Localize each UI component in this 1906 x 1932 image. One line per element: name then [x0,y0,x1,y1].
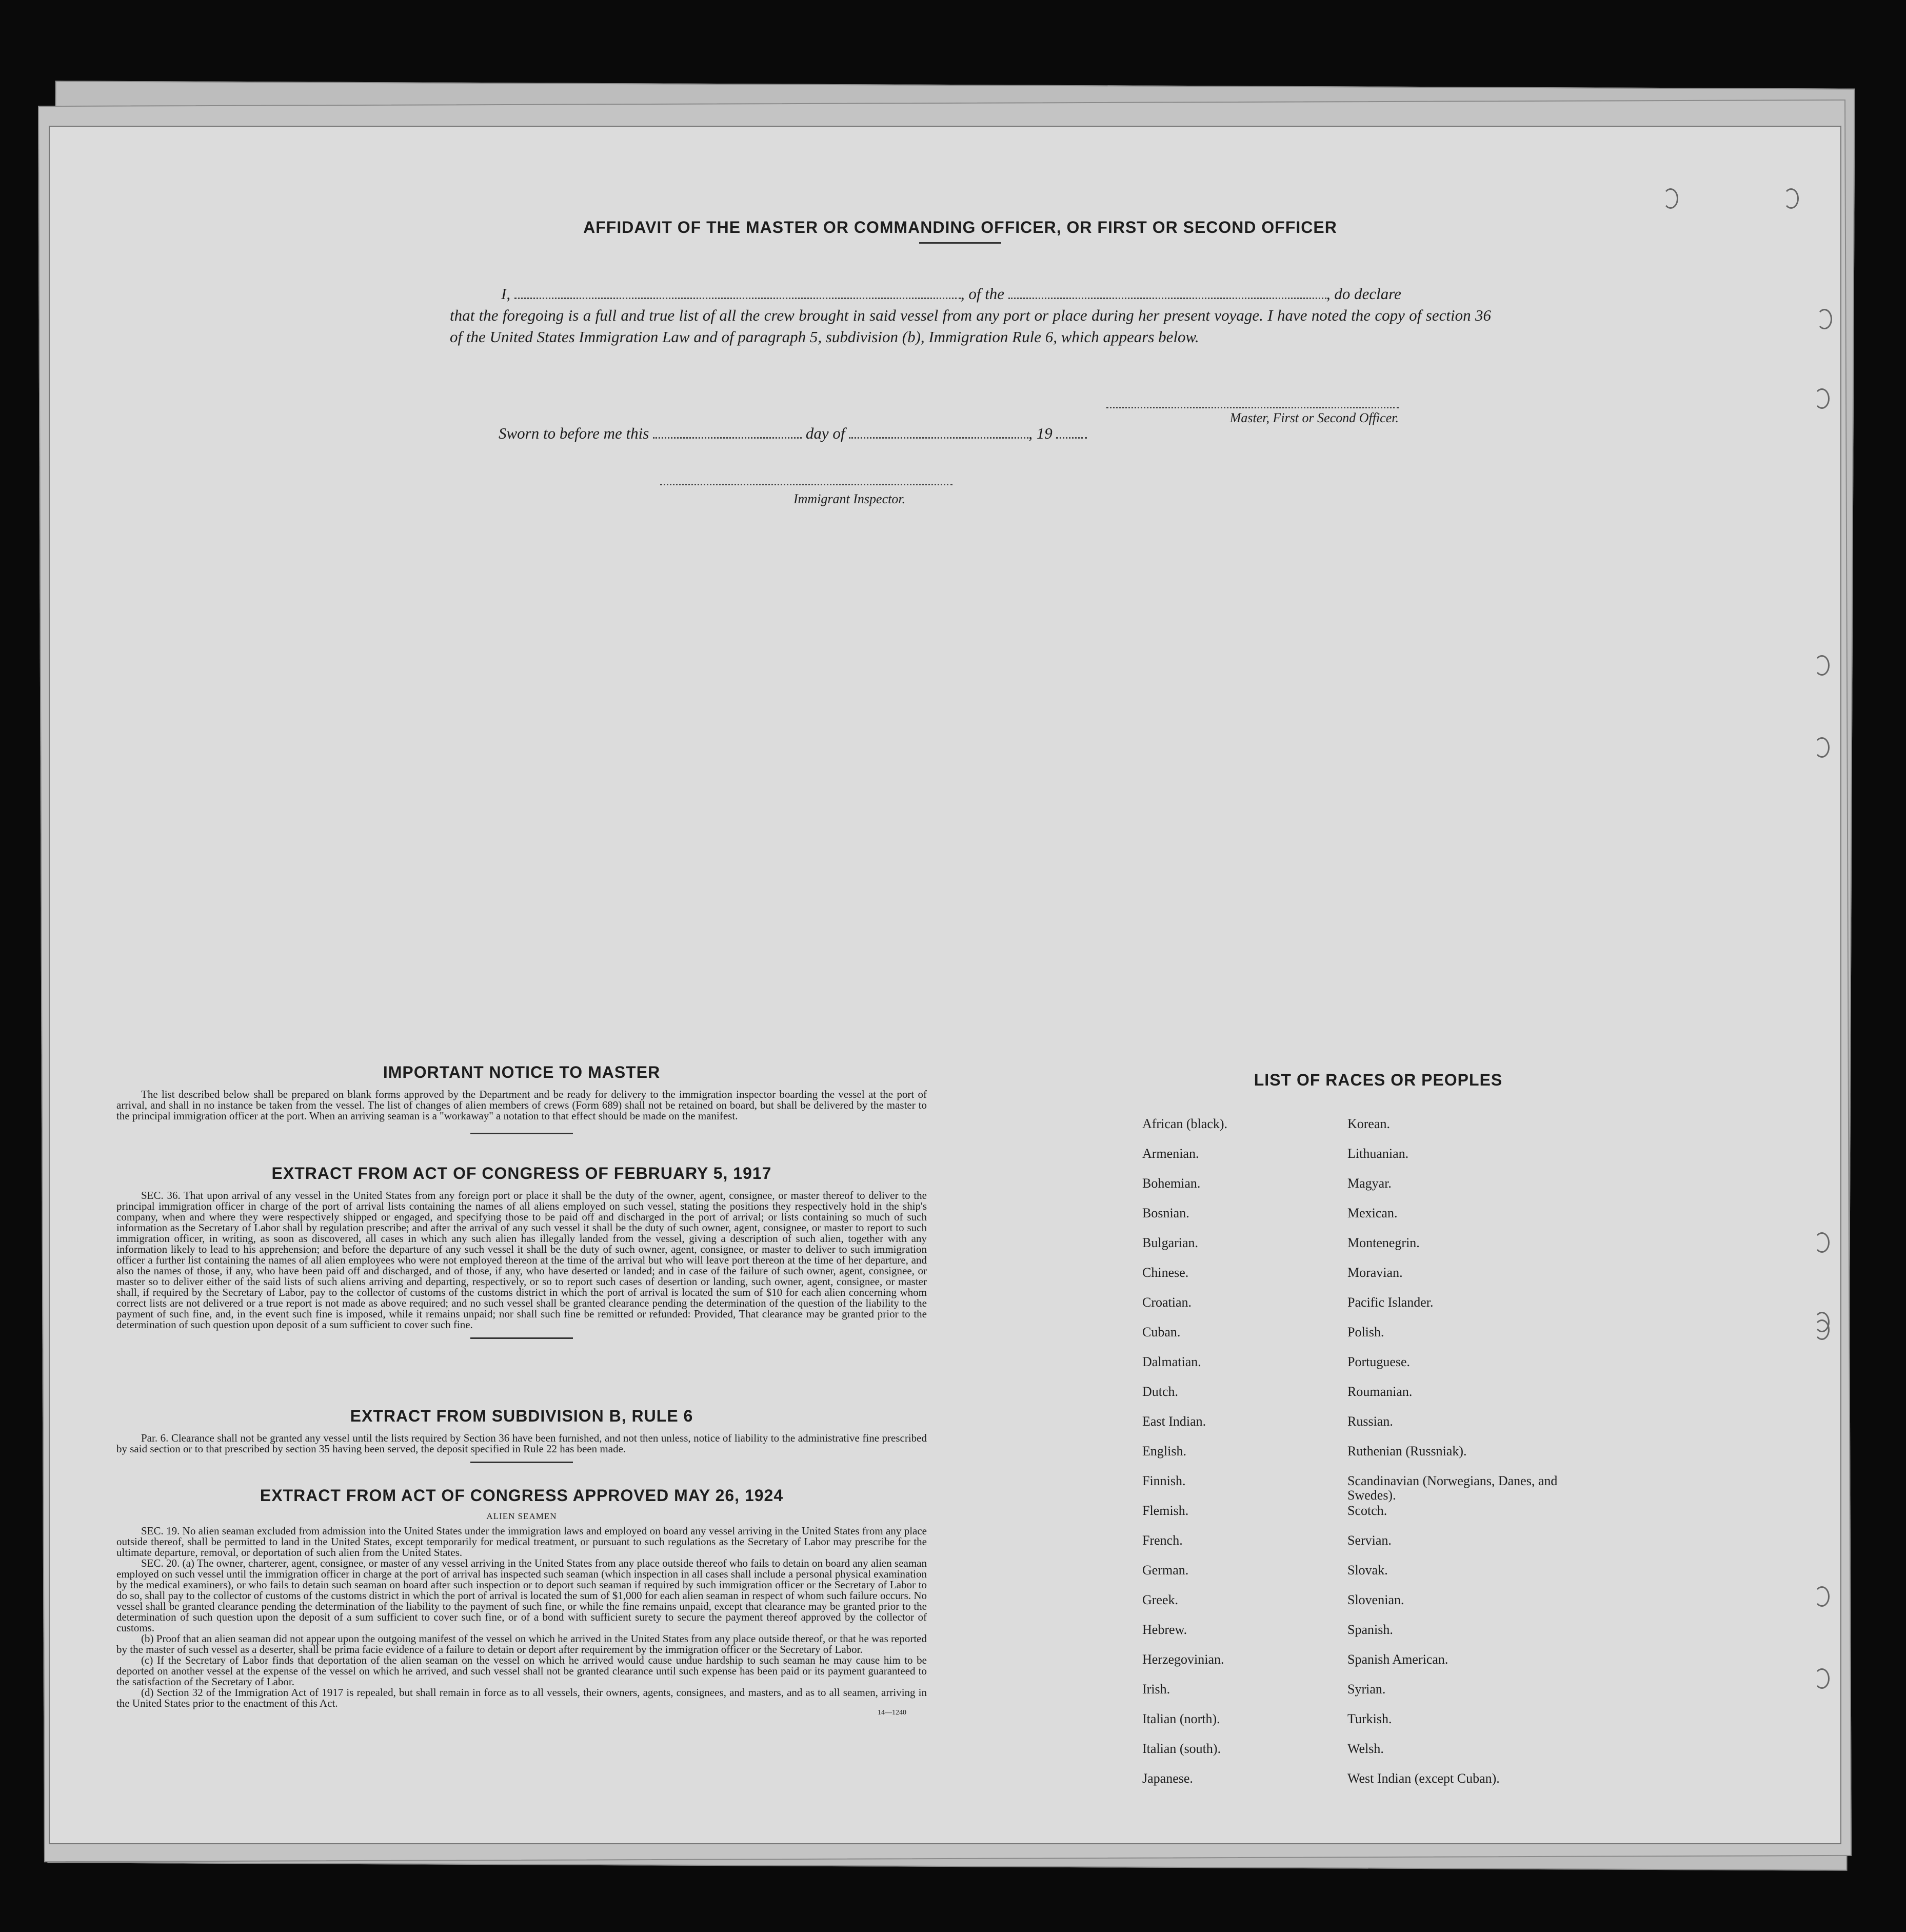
race-item: Greek. [1142,1592,1179,1607]
races-title: LIST OF RACES OR PEOPLES [1254,1071,1503,1089]
affidavit-title: AFFIDAVIT OF THE MASTER OR COMMANDING OFFICER, OR FIRST OR SECOND OFFICER [583,218,1337,236]
race-item: Mexican. [1347,1206,1398,1220]
extract-1924-section [116,1486,927,1717]
vessel-prefix: , of the [960,285,1005,303]
race-item: West Indian (except Cuban). [1347,1771,1500,1786]
race-item: Spanish. [1347,1622,1393,1637]
race-item: Irish. [1142,1682,1170,1697]
inspector-signature [660,481,952,507]
officer-signature [1106,404,1399,426]
race-item: Italian (north). [1142,1711,1220,1726]
declare-text: , do declare [1326,285,1401,303]
races-column-1 [1142,1117,1358,1801]
race-item: French. [1142,1533,1183,1548]
race-item: Herzegovinian. [1142,1652,1224,1667]
races-list [1142,1117,1655,1804]
race-item: Montenegrin. [1347,1235,1420,1250]
notice-section [116,1063,927,1134]
race-item: Bohemian. [1142,1176,1201,1191]
extract-1917-section [116,1164,927,1339]
punch-hole-icon [1814,1668,1830,1689]
declarant-prefix: I, [501,285,511,303]
rule6-text [116,1433,927,1454]
punch-hole-icon [1783,188,1799,209]
extract-1924-subtitle: ALIEN SEAMEN [486,1511,557,1521]
punch-hole-icon [1814,737,1830,758]
race-item: Pacific Islander. [1347,1295,1434,1310]
race-item: Syrian. [1347,1682,1386,1697]
officer-signature-field[interactable] [1106,404,1399,408]
race-item: Portuguese. [1347,1354,1411,1369]
punch-hole-icon [1814,388,1830,409]
extract-1924-text [116,1526,927,1709]
race-item: English. [1142,1444,1186,1458]
sec19-paragraph: SEC. 19. No alien seaman excluded from admission into the United States under the immigration laws and employed on board any vessel arriving in the United States from any place outside thereof, shall be permitted to land in the United States, except temporarily for medical treatment, or pursuant to such regulations as the Secretary of Labor may prescribe for the ultimate departure, removal, or deportation of such alien from the United States. [116,1525,927,1559]
race-item: Slovenian. [1347,1592,1404,1607]
sworn-year-field[interactable] [1056,427,1087,439]
race-item: Spanish American. [1347,1652,1448,1667]
race-item: East Indian. [1142,1414,1206,1429]
punch-hole-icon [1817,309,1832,329]
race-item: Lithuanian. [1347,1146,1409,1161]
extract-1924-title: EXTRACT FROM ACT OF CONGRESS APPROVED MAY 26, 1924 [260,1486,784,1505]
divider [470,1133,573,1134]
extract-1917-text [116,1190,927,1330]
sec20d-paragraph: (d) Section 32 of the Immigration Act of 1917 is repealed, but shall remain in force as to all vessels, their owners, agents, consignees, and masters, and as to all seamen, arriving in the United States prior to the enactment of this Act. [116,1686,927,1709]
rule6-paragraph: Par. 6. Clearance shall not be granted any vessel until the lists required by Section 36 have been furnished, and not then unless, notice of liability to the administrative fine prescribed by said section or to that prescribed by section 35 having been served, the deposit specified in Rule 22 has been made. [116,1432,927,1455]
race-item: Roumanian. [1347,1384,1413,1399]
officer-signature-caption: Master, First or Second Officer. [1229,410,1399,425]
divider [919,242,1001,244]
race-item: Hebrew. [1142,1622,1187,1637]
punch-hole-icon [1814,655,1830,676]
extract-1917-paragraph: SEC. 36. That upon arrival of any vessel in the United States from any foreign port or place it shall be the duty of the owner, agent, consignee, or master thereof to deliver to the principal immigration officer in charge of the port of arrival lists containing the names of all aliens employed on such vessel, stating the positions they respectively hold in the ship's company, when and where they were respectively shipped or engaged, and specifying those to be paid off and discharged in the port of arrival; or lists containing so much of such information as the Secretary of Labor shall by regulation prescribe; and after the arrival of any such vessel it shall be the duty of such owner, agent, consignee, or master to report to such immigration officer, in writing, as soon as discovered, all cases in which any such alien has illegally landed from the vessel, giving a description of such alien, together with any information likely to lead to his apprehension; and before the departure of any such vessel it shall be the duty of such owner, agent, consignee, or master to deliver to such immigration officer a further list containing the names of all alien employees who were not employed thereon at the time of the arrival but who will leave port thereon at the time of her departure, and also the names of those, if any, who have been paid off and discharged, and of those, if any, who have deserted or landed; and in case of the failure of such owner, agent, consignee, or master so to deliver either of the said lists of such aliens arriving and departing, respectively, or so to report such cases of desertion or landing, such owner, agent, consignee, or master shall, if required by the Secretary of Labor, pay to the collector of customs of the customs district in which the port of arrival is located the sum of $10 for each alien concerning whom correct lists are not delivered or a true report is not made as above required; and no such vessel shall be granted clearance pending the determination of the question of the liability to the payment of such fine, and, in the event such fine is imposed, while it remains unpaid; nor shall such fine be remitted or refunded: Provided, That clearance may be granted prior to the determination of such question upon deposit of a sum sufficient to cover such fine. [116,1189,927,1331]
race-item: Cuban. [1142,1325,1181,1339]
races-section [1122,1071,1635,1090]
race-item: Flemish. [1142,1503,1189,1518]
affidavit-body: that the foregoing is a full and true list of all the crew brought in said vessel from any port or place during her present voyage. I have noted the copy of section 36 of the United States Immigration Law and of paragraph 5, subdivision (b), Immigration Rule 6, which appears below. [450,306,1491,346]
race-item: German. [1142,1563,1189,1578]
affidavit-section [511,218,1409,244]
inspector-signature-field[interactable] [660,481,952,485]
race-item: Ruthenian (Russniak). [1347,1444,1467,1458]
rule6-title: EXTRACT FROM SUBDIVISION B, RULE 6 [350,1407,693,1425]
race-item: Bulgarian. [1142,1235,1199,1250]
punch-hole-icon [1814,1232,1830,1253]
declarant-name-field[interactable] [514,287,961,299]
punch-hole-icon [1814,1319,1830,1340]
punch-hole-icon [1663,188,1678,209]
race-item: Magyar. [1347,1176,1392,1191]
notice-paragraph: The list described below shall be prepared on blank forms approved by the Department and be ready for delivery to the immigration inspector boarding the vessel at the port of arrival, and shall in no instance be taken from the vessel. The list of changes of alien members of crews (Form 689) shall not be retained on board, but shall be delivered by the master to the principal immigration officer at the port. When an arriving seaman is a "workaway" a notation to that effect should be made on the manifest. [116,1088,927,1122]
race-item: Russian. [1347,1414,1393,1429]
divider [470,1462,573,1463]
form-page [49,126,1841,1844]
inspector-caption: Immigrant Inspector. [793,491,906,506]
sworn-month-field[interactable] [849,427,1028,439]
sworn-day-field[interactable] [653,427,802,439]
race-item: Welsh. [1347,1741,1384,1756]
race-item: Korean. [1347,1116,1391,1131]
race-item: Dalmatian. [1142,1354,1201,1369]
race-item: Finnish. [1142,1473,1186,1488]
rule6-section [116,1407,927,1463]
race-item: Japanese. [1142,1771,1193,1786]
divider [470,1337,573,1339]
sworn-line [499,424,1217,443]
race-item: Italian (south). [1142,1741,1221,1756]
race-item: Scotch. [1347,1503,1387,1518]
vessel-name-field[interactable] [1008,287,1326,299]
race-item: Polish. [1347,1325,1384,1339]
race-item: Servian. [1347,1533,1392,1548]
notice-text [116,1089,927,1121]
race-item: Dutch. [1142,1384,1179,1399]
sec20b-paragraph: (b) Proof that an alien seaman did not appear upon the outgoing manifest of the vessel on which he arrived in the United States from any place outside thereof, or that he was reported by the master of such vessel as a deserter, shall be prima facie evidence of a failure to detain or deport after requirement by the immigration officer or the Secretary of Labor. [116,1632,927,1655]
form-number: 14—1240 [878,1709,906,1717]
race-item: Armenian. [1142,1146,1199,1161]
sec20a-paragraph: SEC. 20. (a) The owner, charterer, agent, consignee, or master of any vessel arriving in the United States from any place outside thereof who fails to detain on board any alien seaman employed on such vessel until the immigration officer in charge at the port of arrival has inspected such seaman (which inspection in all cases shall include a personal physical examination by the medical examiners), or who fails to detain such seaman on board after such inspection or to deport such seaman if required by such immigration officer or the Secretary of Labor to do so, shall pay to the collector of customs of the customs district in which the port of arrival is located the sum of $1,000 for each alien seaman in respect of whom such failure occurs. No vessel shall be granted clearance pending the determination of the liability to the payment of such fine, or while the fine remains unpaid, except that clearance may be granted prior to the determination of such question upon the deposit of a sum sufficient to cover such fine, or of a bond with sufficient surety to secure the payment thereof approved by the collector of customs. [116,1557,927,1634]
race-item: Scandinavian (Norwegians, Danes, and Swedes). [1347,1473,1558,1503]
extract-1917-title: EXTRACT FROM ACT OF CONGRESS OF FEBRUARY 5, 1917 [271,1164,772,1182]
race-item: Bosnian. [1142,1206,1189,1220]
punch-hole-icon [1814,1586,1830,1607]
sec20c-paragraph: (c) If the Secretary of Labor finds that deportation of the alien seaman on the vessel on which he arrived would cause undue hardship to such seaman he may cause him to be deported on another vessel at the expense of the vessel on which he arrived, and such vessel shall not be granted clearance until such expense has been paid or its payment guaranteed to the satisfaction of the Secretary of Labor. [116,1654,927,1688]
race-item: Moravian. [1347,1265,1403,1280]
race-item: Croatian. [1142,1295,1192,1310]
sworn-year-prefix: , 19 [1028,424,1053,442]
sworn-prefix: Sworn to before me this [499,424,649,442]
race-item: Slovak. [1347,1563,1388,1578]
race-item: African (black). [1142,1116,1228,1131]
affidavit-statement [450,283,1491,348]
sworn-day-of: day of [805,424,845,442]
notice-title: IMPORTANT NOTICE TO MASTER [383,1063,661,1081]
race-item: Turkish. [1347,1711,1392,1726]
races-column-2 [1347,1117,1563,1801]
race-item: Chinese. [1142,1265,1189,1280]
